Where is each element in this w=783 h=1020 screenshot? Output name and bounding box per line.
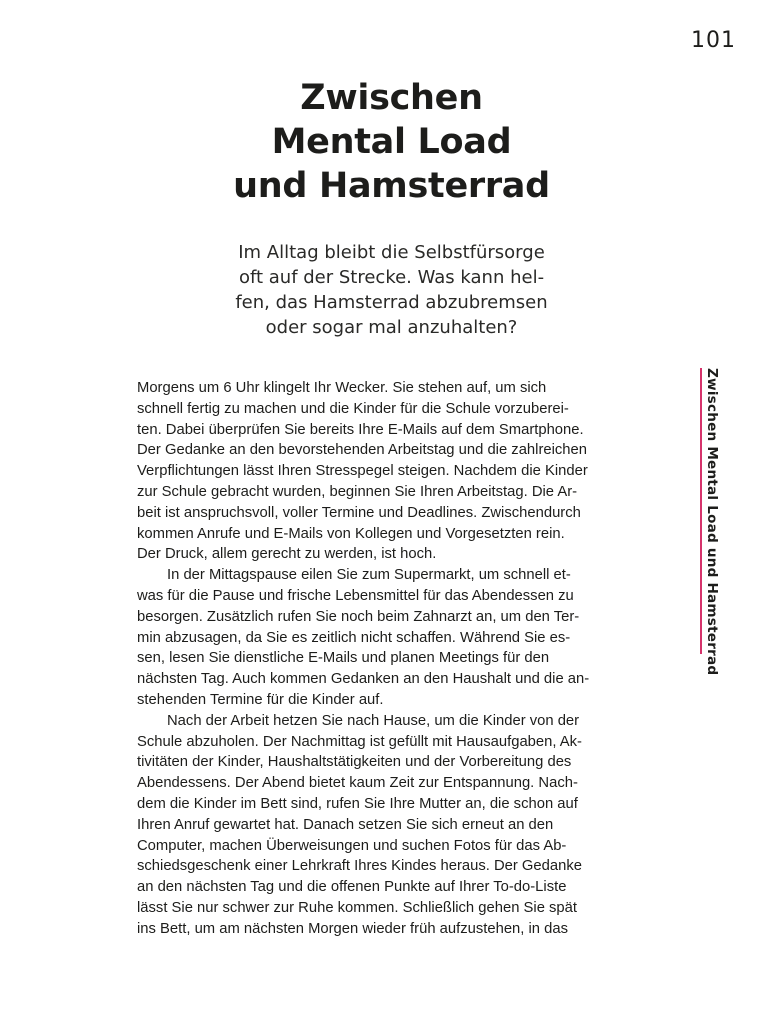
article-title: [0, 76, 783, 208]
body-line: Nach der Arbeit hetzen Sie nach Hause, um die Kinder von der: [167, 712, 580, 729]
body-line: Abendessens. Der Abend bietet kaum Zeit zur Entspannung. Nach-: [137, 775, 578, 792]
body-line: schiedsgeschenk einer Lehrkraft Ihres Kindes heraus. Der Gedanke: [137, 858, 582, 875]
body-line: Der Druck, allem gerecht zu werden, ist hoch.: [137, 546, 437, 563]
body-line: dem die Kinder im Bett sind, rufen Sie Ihre Mutter an, die schon auf: [137, 795, 578, 812]
side-running-title: [700, 368, 724, 676]
body-line: zur Schule gebracht wurden, beginnen Sie Ihren Arbeitstag. Die Ar-: [137, 483, 578, 500]
title-line: Zwischen: [300, 78, 483, 118]
article-subtitle: [0, 240, 783, 340]
body-line: Schule abzuholen. Der Nachmittag ist gefüllt mit Hausaufgaben, Ak-: [137, 733, 582, 750]
body-line: tivitäten der Kinder, Haushaltstätigkeiten und der Vorbereitung des: [137, 754, 572, 771]
body-line: an den nächsten Tag und die offenen Punkte auf Ihrer To-do-Liste: [137, 879, 567, 896]
body-line: sen, lesen Sie dienstliche E-Mails und planen Meetings für den: [137, 650, 550, 667]
body-line: was für die Pause und frische Lebensmittel für das Abendessen zu: [137, 587, 574, 604]
subtitle-line: fen, das Hamsterrad abzubremsen: [235, 292, 548, 313]
body-line: Computer, machen Überweisungen und suchen Fotos für das Ab-: [137, 837, 567, 854]
body-line: min abzusagen, da Sie es zeitlich nicht schaffen. Während Sie es-: [137, 629, 571, 646]
body-line: Morgens um 6 Uhr klingelt Ihr Wecker. Sie stehen auf, um sich: [137, 380, 547, 396]
body-line: In der Mittagspause eilen Sie zum Supermarkt, um schnell et-: [167, 567, 571, 584]
body-line: kommen Anrufe und E-Mails von Kollegen und Vorgesetzten rein.: [137, 525, 565, 542]
body-line: ins Bett, um am nächsten Morgen wieder früh aufzustehen, in das: [137, 920, 568, 937]
body-line: Ihren Anruf gewartet hat. Danach setzen Sie sich erneut an den: [137, 816, 554, 833]
body-line: besorgen. Zusätzlich rufen Sie noch beim Zahnarzt an, um den Ter-: [137, 608, 580, 625]
page-number: 101: [691, 28, 736, 53]
subtitle-line: oder sogar mal anzuhalten?: [265, 317, 518, 338]
side-title-text: Zwischen Mental Load und Hamsterrad: [704, 368, 720, 676]
body-line: nächsten Tag. Auch kommen Gedanken an den Haushalt und die an-: [137, 671, 590, 688]
title-line: und Hamsterrad: [233, 166, 550, 206]
body-line: schnell fertig zu machen und die Kinder für die Schule vorzuberei-: [137, 400, 569, 417]
body-line: stehenden Termine für die Kinder auf.: [137, 691, 384, 708]
body-text: [137, 378, 657, 940]
body-line: Der Gedanke an den bevorstehenden Arbeitstag und die zahlreichen: [137, 442, 587, 459]
title-line: Mental Load: [271, 122, 512, 162]
subtitle-line: Im Alltag bleibt die Selbstfürsorge: [238, 242, 545, 263]
subtitle-line: oft auf der Strecke. Was kann hel-: [238, 267, 545, 288]
body-line: ten. Dabei überprüfen Sie bereits Ihre E-Mails auf dem Smartphone.: [137, 421, 584, 438]
body-line: Verpflichtungen lässt Ihren Stresspegel steigen. Nachdem die Kinder: [137, 463, 588, 480]
body-line: lässt Sie nur schwer zur Ruhe kommen. Schließlich gehen Sie spät: [137, 899, 577, 916]
body-line: beit ist anspruchsvoll, voller Termine und Deadlines. Zwischendurch: [137, 504, 581, 521]
